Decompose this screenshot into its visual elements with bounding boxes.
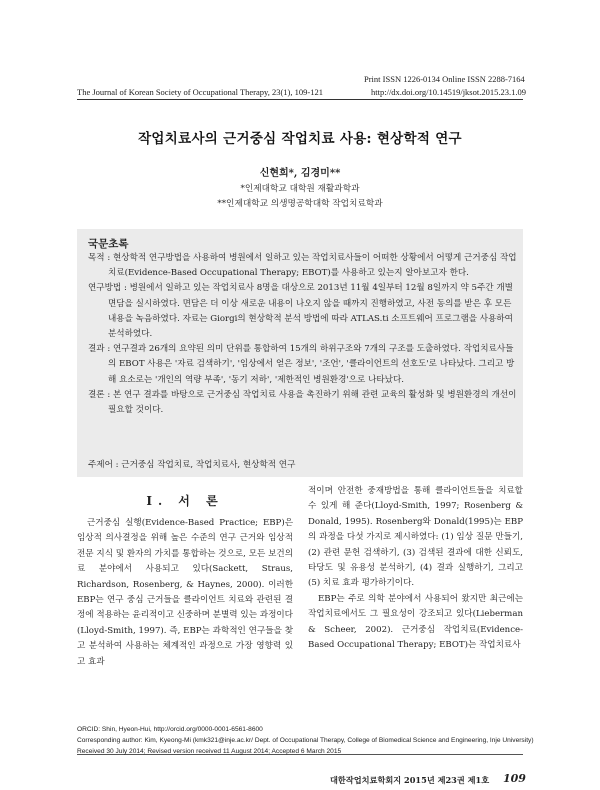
authors: 신현희*, 김경미** — [259, 168, 341, 179]
abstract-results: 결과 : 연구결과 26개의 요약된 의미 단위를 통합하여 15개의 하위구조와 7개의 구조를 도출하였다. 작업치료사들의 EBOT 사용은 '자료 검색하기', '임상에서 얻은 정보', '조언', '클라이언트의 선호도'로 나타났다. 그리고 방해 요소로는 '개인의 역량 부족', '동기 저하', '제한적인 병원환경'으로 나타났다. — [88, 344, 515, 385]
section-heading: Ⅰ. 서 론 — [146, 494, 224, 508]
affiliation-2: **인제대학교 의생명공학대학 작업치료학과 — [217, 199, 383, 209]
left-column — [77, 516, 293, 670]
footnote-received: Received 30 July 2014; Revised version received 11 August 2014; Accepted 6 March 2015 — [77, 748, 342, 755]
page-number: 109 — [503, 772, 526, 785]
issn-line: Print ISSN 1226-0134 Online ISSN 2288-7164 — [364, 74, 525, 84]
keywords: 주제어 : 근거중심 작업치료, 작업치료사, 현상학적 연구 — [88, 460, 296, 470]
intro-paragraph-continued: 적이며 안전한 중재방법을 통해 클라이언트들을 치료할 수 있게 해 준다(Lloyd-Smith, 1997; Rosenberg & Donald, 1995). Rosenberg와 Donald(1995)는 EBP의 과정을 다섯 가지로 제시하였다: (1) 임상 질문 만들기, (2) 관련 문헌 검색하기, (3) 검색된 결과에 대한 신뢰도, 타당도 및 유용성 분석하기, (4) 결과 실행하기, 그리고 (5) 치료 효과 평가하기이다. — [308, 486, 523, 589]
right-column — [308, 484, 523, 653]
abstract-heading: 국문초록 — [88, 238, 129, 250]
intro-paragraph-2: EBP는 주로 의학 분야에서 사용되어 왔지만 최근에는 작업치료에서도 그 필요성이 강조되고 있다(Lieberman & Scheer, 2002). 근거중심 작업치료(Evidence-Based Occupational Therapy; EBOT)는 작업치료사 — [308, 593, 523, 651]
doi-link[interactable]: http://dx.doi.org/10.14519/jksot.2015.23.1.09 — [371, 87, 526, 97]
footnote-orcid: ORCID: Shin, Hyeon-Hui, http://orcid.org/0000-0001-6561-8600 — [77, 726, 263, 733]
footnote-corresponding-author: Corresponding author: Kim, Kyeong-Mi (kmk321@inje.ac.kr/ Dept. of Occupational Therapy, College of Biomedical Science and Engineering, Inje University) — [77, 737, 534, 744]
intro-paragraph-1: 근거중심 실행(Evidence-Based Practice; EBP)은 임상적 의사결정을 위해 높은 수준의 연구 근거와 임상적 전문 지식 및 환자의 가치를 통합하는 것으로, 모든 보건의료 분야에서 사용되고 있다(Sackett, Straus, Richardson, Rosenberg, & Haynes, 2000). 이러한 EBP는 연구 중심 근거들을 클라이언트 치료와 관련된 결정에 적용하는 윤리적이고 신중하며 분별력 있는 과정이다(Lloyd-Smith, 1997). 즉, EBP는 과학적인 연구들을 찾고 분석하여 사용하는 체계적인 과정으로 가장 영향력 있고 효과 — [77, 518, 293, 667]
abstract-body — [88, 251, 518, 418]
footer-journal: 대한작업치료학회지 2015년 제23권 제1호 — [330, 775, 490, 785]
header-rule — [77, 99, 523, 100]
abstract-conclusion: 결론 : 본 연구 결과를 바탕으로 근거중심 작업치료 사용을 촉진하기 위해 관련 교육의 활성화 및 병원환경의 개선이 필요할 것이다. — [88, 389, 517, 416]
abstract-method: 연구방법 : 병원에서 일하고 있는 작업치료사 8명을 대상으로 2013년 11월 4일부터 12월 8일까지 약 5주간 개별 면담을 실시하였다. 면담은 더 이상 새로운 내용이 나오지 않을 때까지 진행하였고, 사전 동의를 받은 후 모든 내용을 녹음하였다. 자료는 Giorgi의 현상학적 분석 방법에 따라 ATLAS.ti 소프트웨어 프로그램을 사용하여 분석하였다. — [88, 283, 513, 340]
affiliation-1: *인제대학교 대학원 재활과학과 — [240, 184, 360, 194]
journal-citation: The Journal of Korean Society of Occupational Therapy, 23(1), 109-121 — [77, 87, 323, 97]
abstract-purpose: 목적 : 현상학적 연구방법을 사용하여 병원에서 일하고 있는 작업치료사들이 어떠한 상황에서 어떻게 근거중심 작업치료(Evidence-Based Occupational Therapy; EBOT)를 사용하고 있는지 알아보고자 한다. — [88, 253, 517, 279]
paper-title: 작업치료사의 근거중심 작업치료 사용: 현상학적 연구 — [138, 131, 462, 147]
